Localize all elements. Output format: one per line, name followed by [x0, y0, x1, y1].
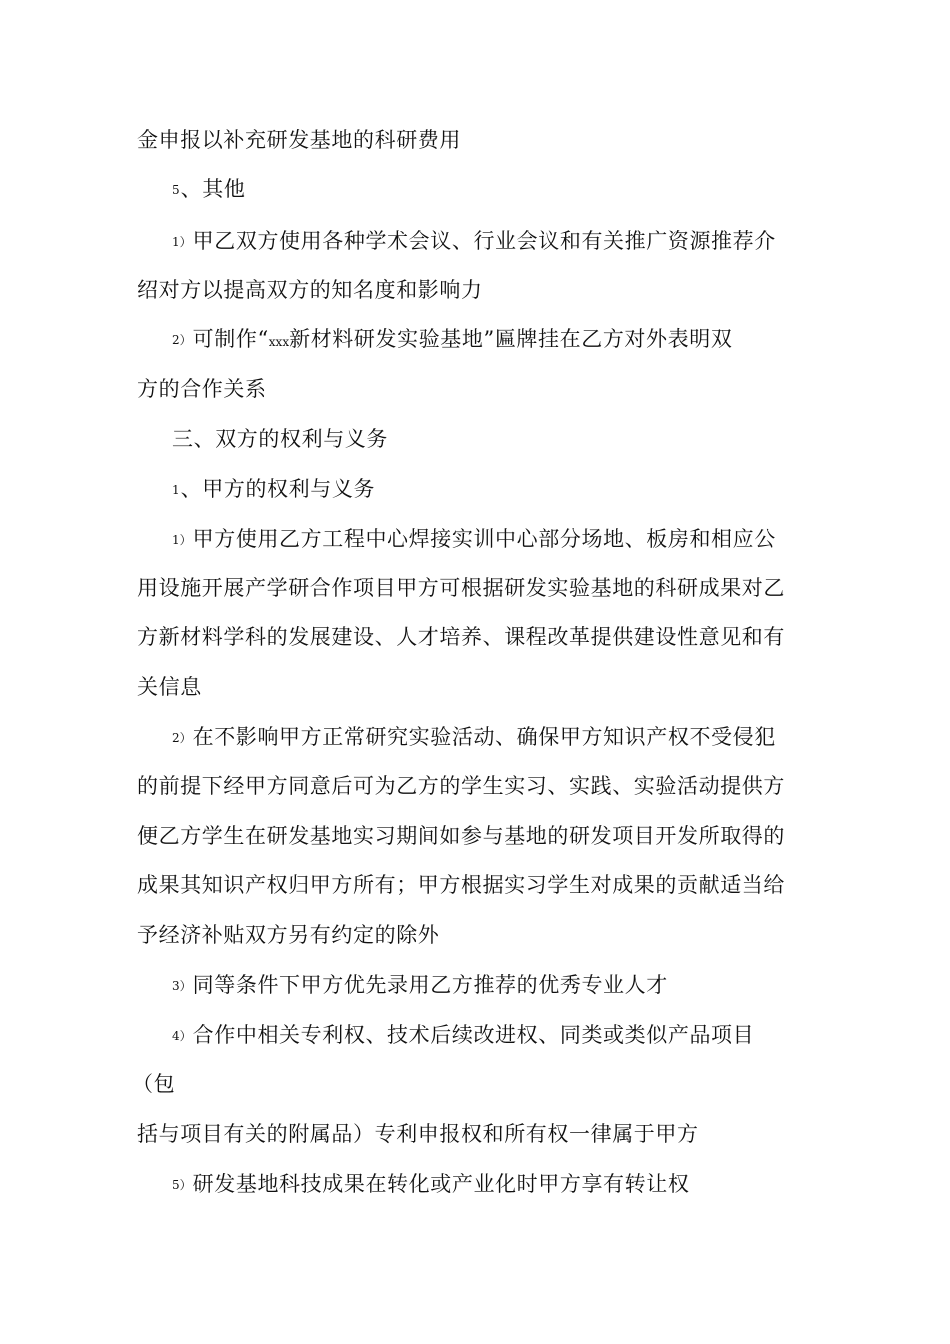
item-number: 1） — [172, 235, 192, 249]
line-text: 关信息 — [137, 675, 202, 699]
line-text: 甲乙双方使用各种学术会议、行业会议和有关推广资源推荐介 — [192, 229, 776, 253]
section-heading — [172, 425, 388, 453]
list-item — [172, 723, 776, 752]
line-text: 成果其知识产权归甲方所有；甲方根据实习学生对成果的贡献适当给 — [137, 873, 785, 897]
line-text: 三、双方的权利与义务 — [172, 427, 388, 451]
line-text: 方的合作关系 — [137, 377, 267, 401]
line-text: 金申报以补充研发基地的科研费用 — [137, 128, 461, 152]
paragraph-line — [137, 1120, 699, 1148]
list-item — [172, 971, 668, 1000]
paragraph-line — [137, 375, 267, 403]
item-number: 5） — [172, 1178, 192, 1192]
line-text: 予经济补贴双方另有约定的除外 — [137, 923, 440, 947]
line-text: 新材料研发实验基地”匾牌挂在乙方对外表明双 — [289, 327, 733, 351]
list-item — [172, 227, 776, 256]
line-text: 甲方使用乙方工程中心焊接实训中心部分场地、板房和相应公 — [192, 527, 776, 551]
placeholder-text: xxx — [268, 335, 290, 349]
paragraph-line — [137, 871, 785, 899]
list-item — [172, 1021, 754, 1050]
paragraph-line — [137, 772, 785, 800]
line-text: 绍对方以提高双方的知名度和影响力 — [137, 278, 483, 302]
line-text: 、其他 — [180, 177, 246, 201]
paragraph-line — [137, 276, 483, 304]
paragraph-line — [132, 1070, 175, 1098]
line-text: 在不影响甲方正常研究实验活动、确保甲方知识产权不受侵犯 — [192, 725, 776, 749]
paragraph-line — [137, 574, 785, 602]
line-text: 同等条件下甲方优先录用乙方推荐的优秀专业人才 — [192, 973, 668, 997]
item-number: 5 — [172, 183, 180, 197]
item-number: 1） — [172, 533, 192, 547]
line-text: 括与项目有关的附属品）专利申报权和所有权一律属于甲方 — [137, 1122, 699, 1146]
line-text: 便乙方学生在研发基地实习期间如参与基地的研发项目开发所取得的 — [137, 824, 785, 848]
line-text: 研发基地科技成果在转化或产业化时甲方享有转让权 — [192, 1172, 690, 1196]
item-number: 2） — [172, 333, 192, 347]
item-number: 4） — [172, 1029, 192, 1043]
list-item — [172, 1170, 689, 1199]
line-text: 、甲方的权利与义务 — [180, 477, 376, 501]
line-text: 可制作“ — [192, 327, 269, 351]
section-heading — [172, 175, 245, 204]
line-text: 合作中相关专利权、技术后续改进权、同类或类似产品项目 — [192, 1023, 755, 1047]
line-text: （包 — [132, 1072, 176, 1096]
item-number: 1 — [172, 483, 180, 497]
paragraph-line — [137, 126, 461, 154]
line-text: 方新材料学科的发展建设、人才培养、课程改革提供建设性意见和有 — [137, 625, 785, 649]
item-number: 3） — [172, 979, 192, 993]
list-item — [172, 525, 776, 554]
paragraph-line — [137, 673, 202, 701]
paragraph-line — [137, 623, 785, 651]
line-text: 用设施开展产学研合作项目甲方可根据研发实验基地的科研成果对乙 — [137, 576, 785, 600]
item-number: 2） — [172, 731, 192, 745]
list-item — [172, 325, 732, 356]
paragraph-line — [137, 921, 439, 949]
line-text: 的前提下经甲方同意后可为乙方的学生实习、实践、实验活动提供方 — [137, 774, 785, 798]
section-heading — [172, 475, 375, 504]
paragraph-line — [137, 822, 785, 850]
